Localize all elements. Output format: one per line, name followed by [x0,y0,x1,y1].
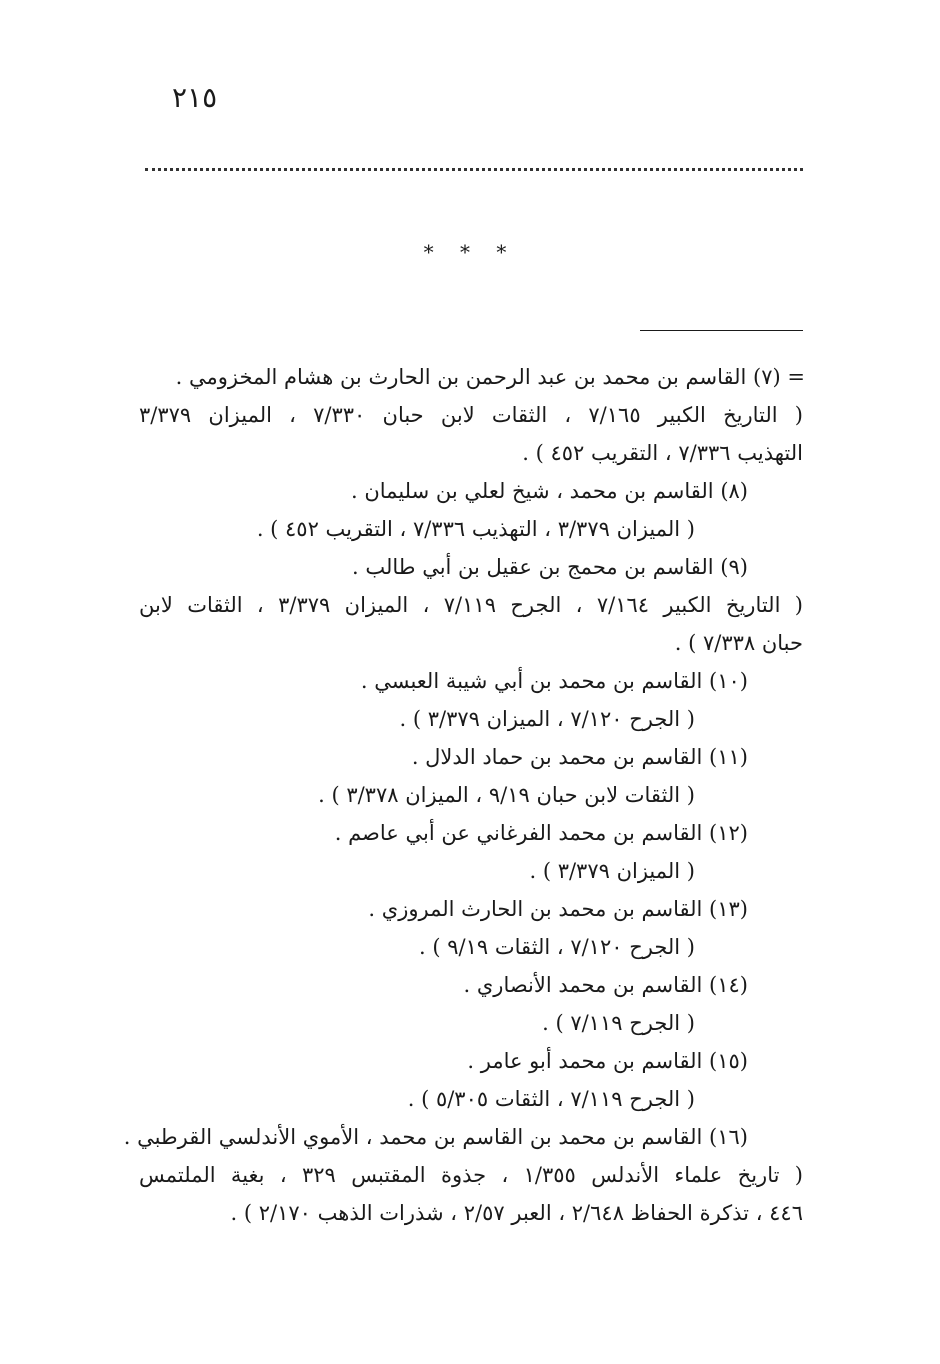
footnote-line-14: ( الميزان ٣/٣٧٩ ) . [529,859,695,883]
footnote-line-23: ٤٤٦ ، تذكرة الحفاظ ٢/٦٤٨ ، العبر ٢/٥٧ ، شذرات الذهب ٢/١٧٠ ) . [230,1201,803,1225]
footnote-line-3: التهذيب ٧/٣٣٦ ، التقريب ٤٥٢ ) . [522,441,803,465]
footnote-line-15: (١٣) القاسم بن محمد بن الحارث المروزي . [368,897,748,921]
footnote-line-1: = (٧) القاسم بن محمد بن عبد الرحمن بن الحارث بن هشام المخزومي . [175,365,805,389]
footnote-line-6: (٩) القاسم بن محمج بن عقيل بن أبي طالب . [352,555,748,579]
footnote-line-16: ( الجرح ٧/١٢٠ ، الثقات ٩/١٩ ) . [419,935,695,959]
section-separator: * * * [423,240,517,264]
footnote-line-18: ( الجرح ٧/١١٩ ) . [542,1011,695,1035]
footnote-line-19: (١٥) القاسم بن محمد أبو عامر . [467,1049,748,1073]
footnote-rule [640,330,803,331]
footnote-line-13: (١٢) القاسم بن محمد الفرغاني عن أبي عاصم . [334,821,748,845]
footnote-line-8: حبان ٧/٣٣٨ ) . [674,631,803,655]
footnote-line-11: (١١) القاسم بن محمد بن حماد الدلال . [411,745,748,769]
footnote-line-9: (١٠) القاسم بن محمد بن أبي شيبة العبسي . [360,669,748,693]
footnote-line-7: ( التاريخ الكبير ٧/١٦٤ ، الجرح ٧/١١٩ ، الميزان ٣/٣٧٩ ، الثقات لابن [139,593,803,617]
footnote-line-21: (١٦) القاسم بن محمد بن القاسم بن محمد ، الأموي الأندلسي القرطبي . [123,1125,748,1149]
dotted-divider [145,168,803,171]
footnote-line-4: (٨) القاسم بن محمد ، شيخ لعلي بن سليمان . [351,479,748,503]
footnote-line-17: (١٤) القاسم بن محمد الأنصاري . [463,973,748,997]
footnote-line-5: ( الميزان ٣/٣٧٩ ، التهذيب ٧/٣٣٦ ، التقريب ٤٥٢ ) . [256,517,695,541]
footnote-line-12: ( الثقات لابن حبان ٩/١٩ ، الميزان ٣/٣٧٨ ) . [318,783,695,807]
footnote-line-20: ( الجرح ٧/١١٩ ، الثقات ٥/٣٠٥ ) . [407,1087,695,1111]
page-number: ٢١٥ [172,81,218,114]
footnote-line-10: ( الجرح ٧/١٢٠ ، الميزان ٣/٣٧٩ ) . [399,707,695,731]
footnote-line-22: ( تاريخ علماء الأندلس ١/٣٥٥ ، جذوة المقتبس ٣٢٩ ، بغية الملتمس [139,1163,803,1187]
footnote-line-2: ( التاريخ الكبير ٧/١٦٥ ، الثقات لابن حبان ٧/٣٣٠ ، الميزان ٣/٣٧٩ [139,403,803,427]
